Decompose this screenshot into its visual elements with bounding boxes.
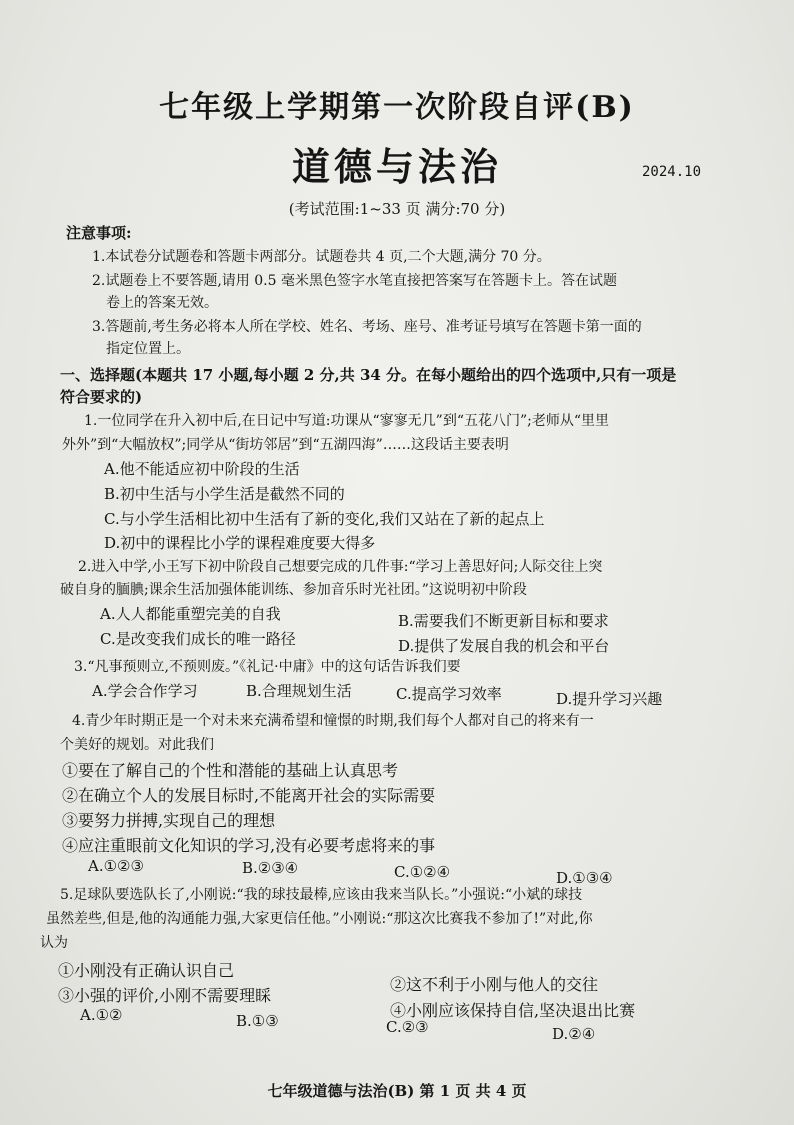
q2-option-c: C.是改变我们成长的唯一路径 xyxy=(100,630,296,648)
section-heading-line-a: 一、选择题(本题共 17 小题,每小题 2 分,共 34 分。在每小题给出的四个选项中,只有一项是 xyxy=(60,366,677,384)
q4-option-c: C.①②④ xyxy=(394,863,451,881)
q4-statement-4: ④应注重眼前文化知识的学习,没有必要考虑将来的事 xyxy=(62,836,436,855)
q5-stem-line-a: 5.足球队要选队长了,小刚说:“我的球技最棒,应该由我来当队长。”小强说:“小斌的球技 xyxy=(60,887,583,903)
notes-title: 注意事项: xyxy=(66,224,132,242)
q4-option-a: A.①②③ xyxy=(88,857,144,875)
q3-option-a: A.学会合作学习 xyxy=(92,682,198,700)
q4-option-b: B.②③④ xyxy=(242,859,299,877)
q2-option-d: D.提供了发展自我的机会和平台 xyxy=(398,637,610,655)
q2-stem-line-b: 破自身的腼腆;课余生活加强体能训练、参加音乐时光社团。”这说明初中阶段 xyxy=(60,582,527,598)
note-2-line-b: 卷上的答案无效。 xyxy=(106,295,218,311)
q4-statement-2: ②在确立个人的发展目标时,不能离开社会的实际需要 xyxy=(62,786,436,805)
q3-option-b: B.合理规划生活 xyxy=(246,682,352,700)
q1-option-a: A.他不能适应初中阶段的生活 xyxy=(104,460,300,478)
section-heading-line-b: 符合要求的) xyxy=(60,388,143,406)
q4-stem-line-a: 4.青少年时期正是一个对未来充满希望和憧憬的时期,我们每个人都对自己的将来有一 xyxy=(72,713,594,729)
note-2-line-a: 2.试题卷上不要答题,请用 0.5 毫米黑色签字水笔直接把答案写在答题卡上。答在试题 xyxy=(92,273,617,289)
q3-option-c: C.提高学习效率 xyxy=(396,685,502,703)
q2-stem-line-a: 2.进入中学,小王写下初中阶段自己想要完成的几件事:“学习上善思好问;人际交往上突 xyxy=(78,559,603,575)
subject-title: 道德与法治 xyxy=(291,144,502,189)
note-3-line-a: 3.答题前,考生务必将本人所在学校、姓名、考场、座号、准考证号填写在答题卡第一面的 xyxy=(92,319,642,335)
q5-option-d: D.②④ xyxy=(552,1025,596,1043)
q3-stem: 3.“凡事预则立,不预则废。”《礼记·中庸》中的这句话告诉我们要 xyxy=(74,659,461,675)
q1-option-d: D.初中的课程比小学的课程难度要大得多 xyxy=(104,534,376,552)
q5-statement-3: ③小强的评价,小刚不需要理睬 xyxy=(58,986,272,1005)
q5-statement-1: ①小刚没有正确认识自己 xyxy=(58,961,235,980)
page-footer: 七年级道德与法治(B) 第 1 页 共 4 页 xyxy=(267,1082,527,1100)
q5-option-b: B.①③ xyxy=(236,1012,279,1030)
q4-option-d: D.①③④ xyxy=(556,869,613,887)
q3-option-d: D.提升学习兴趣 xyxy=(556,690,663,708)
q2-option-b: B.需要我们不断更新目标和要求 xyxy=(398,612,609,630)
q5-statement-4: ④小刚应该保持自信,坚决退出比赛 xyxy=(390,1001,636,1020)
q1-option-c: C.与小学生活相比初中生活有了新的变化,我们又站在了新的起点上 xyxy=(104,510,545,528)
q5-statement-2: ②这不利于小刚与他人的交往 xyxy=(390,975,599,994)
q1-option-b: B.初中生活与小学生活是截然不同的 xyxy=(104,485,345,503)
q5-stem-line-c: 认为 xyxy=(40,935,68,951)
q5-stem-line-b: 虽然差些,但是,他的沟通能力强,大家更信任他。”小刚说:“那这次比赛我不参加了!”对此,你 xyxy=(46,911,593,927)
q5-option-c: C.②③ xyxy=(386,1018,429,1036)
q4-statement-3: ③要努力拼搏,实现自己的理想 xyxy=(62,811,276,830)
q1-stem-line-b: 外外”到“大幅放权”;同学从“街坊邻居”到“五湖四海”……这段话主要表明 xyxy=(62,437,509,453)
q2-option-a: A.人人都能重塑完美的自我 xyxy=(100,605,281,623)
note-3-line-b: 指定位置上。 xyxy=(106,341,190,357)
exam-date: 2024.10 xyxy=(642,164,702,180)
q4-stem-line-b: 个美好的规划。对此我们 xyxy=(60,737,214,753)
q5-option-a: A.①② xyxy=(80,1006,123,1024)
exam-title: 七年级上学期第一次阶段自评(B) xyxy=(159,90,635,125)
q1-stem-line-a: 1.一位同学在升入初中后,在日记中写道:功课从“寥寥无几”到“五花八门”;老师从“里里 xyxy=(84,413,610,429)
note-1: 1.本试卷分试题卷和答题卡两部分。试题卷共 4 页,二个大题,满分 70 分。 xyxy=(92,249,551,265)
exam-range: (考试范围:1~33 页 满分:70 分) xyxy=(288,200,506,218)
q4-statement-1: ①要在了解自己的个性和潜能的基础上认真思考 xyxy=(62,761,399,780)
